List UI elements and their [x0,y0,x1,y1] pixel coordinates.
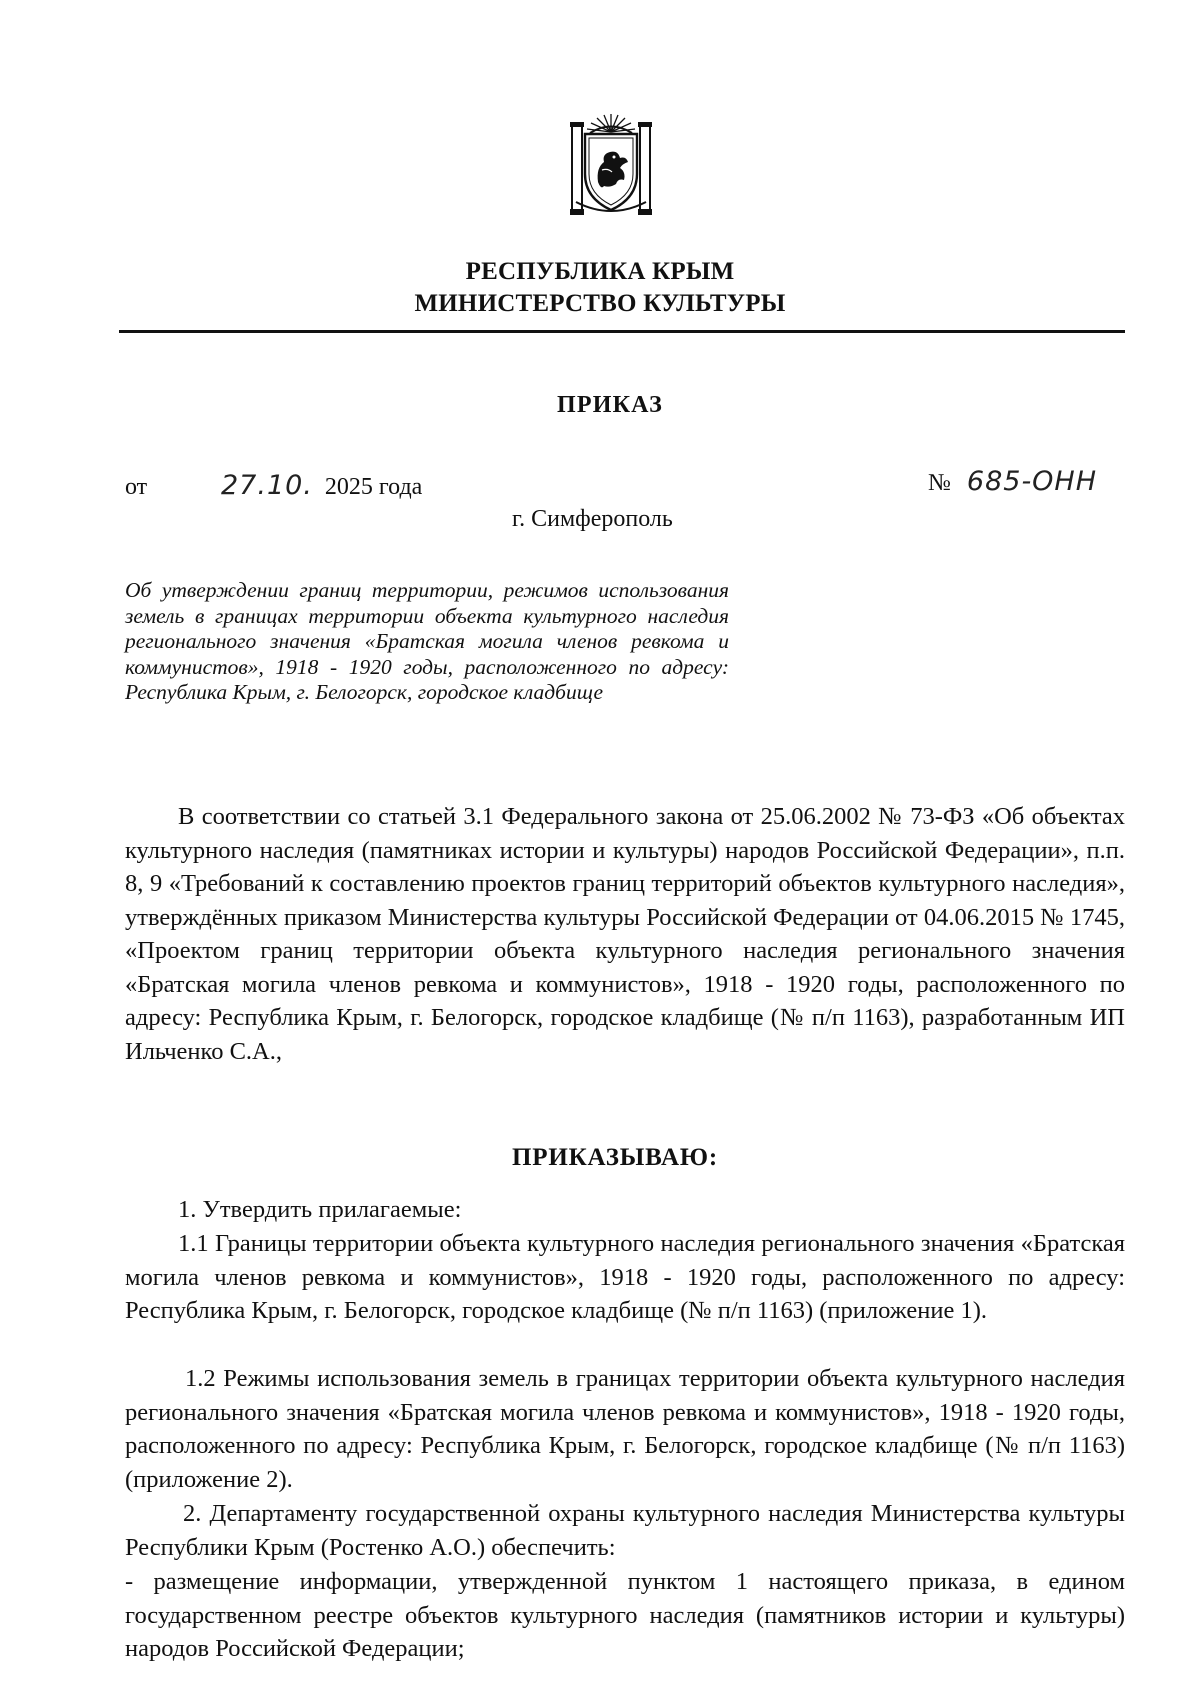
header-ministry: МИНИСТЕРСТВО КУЛЬТУРЫ [414,290,786,317]
number-prefix: № [928,470,951,496]
orders-heading: ПРИКАЗЫВАЮ: [512,1144,718,1171]
number-handwritten: 685-ОНН [966,466,1098,497]
order-preamble: В соответствии со статьей 3.1 Федерального закона от 25.06.2002 № 73-ФЗ «Об объектах культурного наследия (памятниках истории и культуры) народов Российской Федерации», п.п. 8, 9 «Требований к составлению проектов границ территорий объектов культурного наследия», утверждённых приказом Министерства культуры Российской Федерации от 04.06.2015 № 1745, «Проектом границ территории объекта культурного наследия регионального значения «Братская могила членов ревкома и коммунистов», 1918 - 1920 годы, расположенного по адресу: Республика Крым, г. Белогорск, городское кладбище (№ п/п 1163), разработанным ИП Ильченко С.А., [125,803,1125,1065]
date-suffix: 2025 года [324,474,423,500]
order-number [928,466,1097,497]
header-divider [119,330,1125,333]
crimea-coat-of-arms-icon [568,112,654,220]
item-1-1: 1.1 Границы территории объекта культурного наследия регионального значения «Братская могила членов ревкома и коммунистов», 1918 - 1920 годы, расположенного по адресу: Республика Крым, г. Белогорск, городское кладбище (№ п/п 1163) (приложение 1). [125,1230,1125,1324]
item-1-2: 1.2 Режимы использования земель в границах территории объекта культурного наследия регионального значения «Братская могила членов ревкома и коммунистов», 1918 - 1920 годы, расположенного по адресу: Республика Крым, г. Белогорск, городское кладбище (№ п/п 1163) (приложение 2). [125,1365,1125,1493]
order-subject: Об утверждении границ территории, режимов использования земель в границах территории объекта культурного наследия регионального значения «Братская могила членов ревкома и коммунистов», 1918 - 1920 годы, расположенного по адресу: Республика Крым, г. Белогорск, городское кладбище [125,578,729,704]
order-title: ПРИКАЗ [556,392,663,418]
item-2-a: - размещение информации, утвержденной пунктом 1 настоящего приказа, в едином государственном реестре объектов культурного наследия (памятников истории и культуры) народов Российской Федерации; [125,1568,1125,1662]
order-date [125,470,422,501]
header-republic: РЕСПУБЛИКА КРЫМ [465,258,735,285]
item-1: 1. Утвердить прилагаемые: [178,1196,462,1223]
item-2: 2. Департаменту государственной охраны культурного наследия Министерства культуры Республики Крым (Ростенко А.О.) обеспечить: [125,1500,1125,1561]
order-city: г. Симферополь [512,506,673,532]
date-prefix: от [125,474,148,500]
date-handwritten: 27.10. [221,470,313,501]
